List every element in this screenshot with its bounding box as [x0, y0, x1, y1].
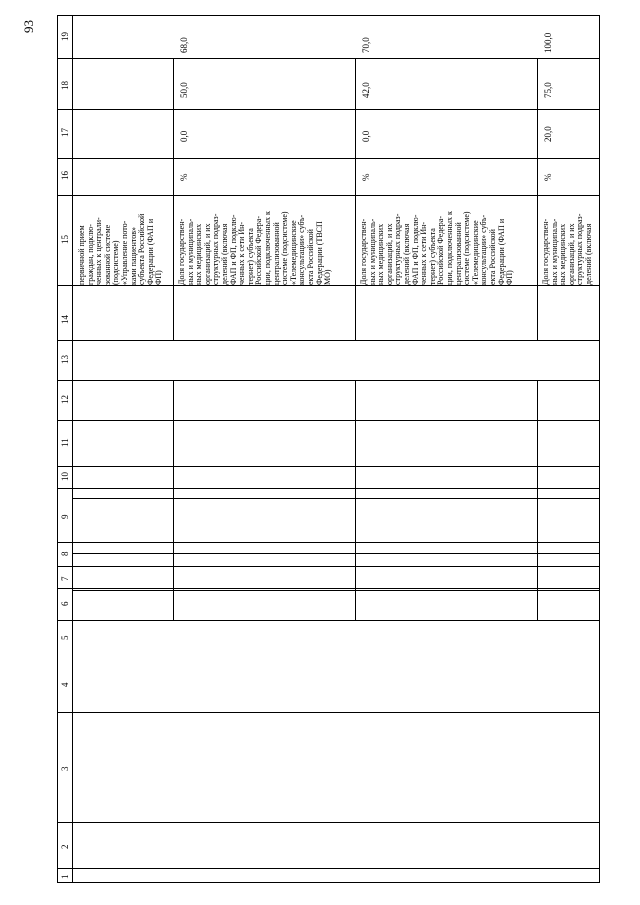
table-rule	[72, 15, 73, 882]
column-number-15: 15	[60, 235, 70, 244]
column-number-13: 13	[60, 355, 70, 364]
unit-cell: %	[179, 173, 189, 181]
table-rule	[599, 15, 600, 882]
indicator-text: Доля государствен- ных и муниципаль- ных медицинских организаций, и их структурных подраз- делений (включая	[541, 213, 593, 285]
table-rule	[173, 380, 174, 620]
table-rule	[57, 15, 600, 16]
table-rule	[537, 58, 538, 340]
table-rule	[57, 58, 600, 59]
value-col17: 20,0	[543, 126, 553, 142]
column-number-5: 5	[60, 635, 70, 640]
column-number-2: 2	[60, 844, 70, 849]
column-number-16: 16	[60, 171, 70, 180]
table-rule	[355, 380, 356, 620]
table-rule	[72, 553, 600, 554]
table-rule	[57, 158, 600, 159]
table-rule	[57, 420, 600, 421]
value-col18: 75,0	[543, 82, 553, 98]
column-number-17: 17	[60, 128, 70, 137]
value-col17: 0,0	[361, 130, 371, 142]
table-rule	[57, 882, 600, 883]
table-rule	[57, 109, 600, 110]
table-rule	[355, 58, 356, 340]
indicator-text: первичной прием граждан, подклю- ченных к централи- зованной системе (подсистеме) «Управление пото- ками пациентов» субъекта Российской Федерации (ФАП и ФП)	[77, 213, 164, 285]
value-col18: 42,0	[361, 82, 371, 98]
table-rule	[57, 466, 600, 467]
unit-cell: %	[543, 173, 553, 181]
column-number-7: 7	[60, 576, 70, 581]
table-rule	[57, 566, 600, 567]
column-number-11: 11	[60, 438, 70, 447]
indicator-text: Доля государствен- ных и муниципаль- ных медицинских организаций, и их структурных подраз- делений (включая ФАП и ФП, подклю- ченных к сети Ин- тернет) субъекта Российской Федера- ции, подключенных к централизованной системе (подсистеме) «Телемедицинские консультации» субъ- екта Российской Федерации (ТВСП МО)	[177, 211, 333, 285]
column-number-6: 6	[60, 601, 70, 606]
table-rule	[173, 58, 174, 340]
table-rule	[57, 340, 600, 341]
table-rule	[57, 620, 600, 621]
column-number-4: 4	[60, 682, 70, 687]
column-number-3: 3	[60, 766, 70, 771]
value-col19: 68,0	[179, 37, 189, 53]
indicator-text: Доля государствен- ных и муниципаль- ных медицинских организаций, и их структурных подраз- делений (включая ФАП и ФП, подклю- ченных к сети Ин- тернет) субъекта Российской Федера- ции, подключенных к централизованной системе (подсистеме) «Телемедицинские консультации» субъ- екта Российской Федерации (ФАП и ФП)	[359, 211, 515, 285]
table-rule	[57, 488, 600, 489]
value-col18: 50,0	[179, 82, 189, 98]
value-col19: 100,0	[543, 32, 553, 53]
page-number: 93	[21, 20, 36, 33]
table-rule	[57, 868, 600, 869]
column-number-19: 19	[60, 32, 70, 41]
table-rule	[57, 542, 600, 543]
column-number-1: 1	[60, 874, 70, 879]
column-number-18: 18	[60, 81, 70, 90]
column-number-14: 14	[60, 315, 70, 324]
table-rule	[57, 822, 600, 823]
table-rule	[57, 712, 600, 713]
column-number-8: 8	[60, 551, 70, 556]
table-rule	[57, 195, 600, 196]
value-col19: 70,0	[361, 37, 371, 53]
table-rule	[537, 380, 538, 620]
table-rule	[57, 380, 600, 381]
table-rule	[57, 15, 58, 882]
table-rule	[57, 588, 600, 589]
column-number-9: 9	[60, 514, 70, 519]
column-number-10: 10	[60, 472, 70, 481]
column-number-12: 12	[60, 395, 70, 404]
table-rule	[72, 590, 600, 591]
value-col17: 0,0	[179, 130, 189, 142]
table-rule	[72, 498, 600, 499]
table-rule	[57, 285, 600, 286]
unit-cell: %	[361, 173, 371, 181]
